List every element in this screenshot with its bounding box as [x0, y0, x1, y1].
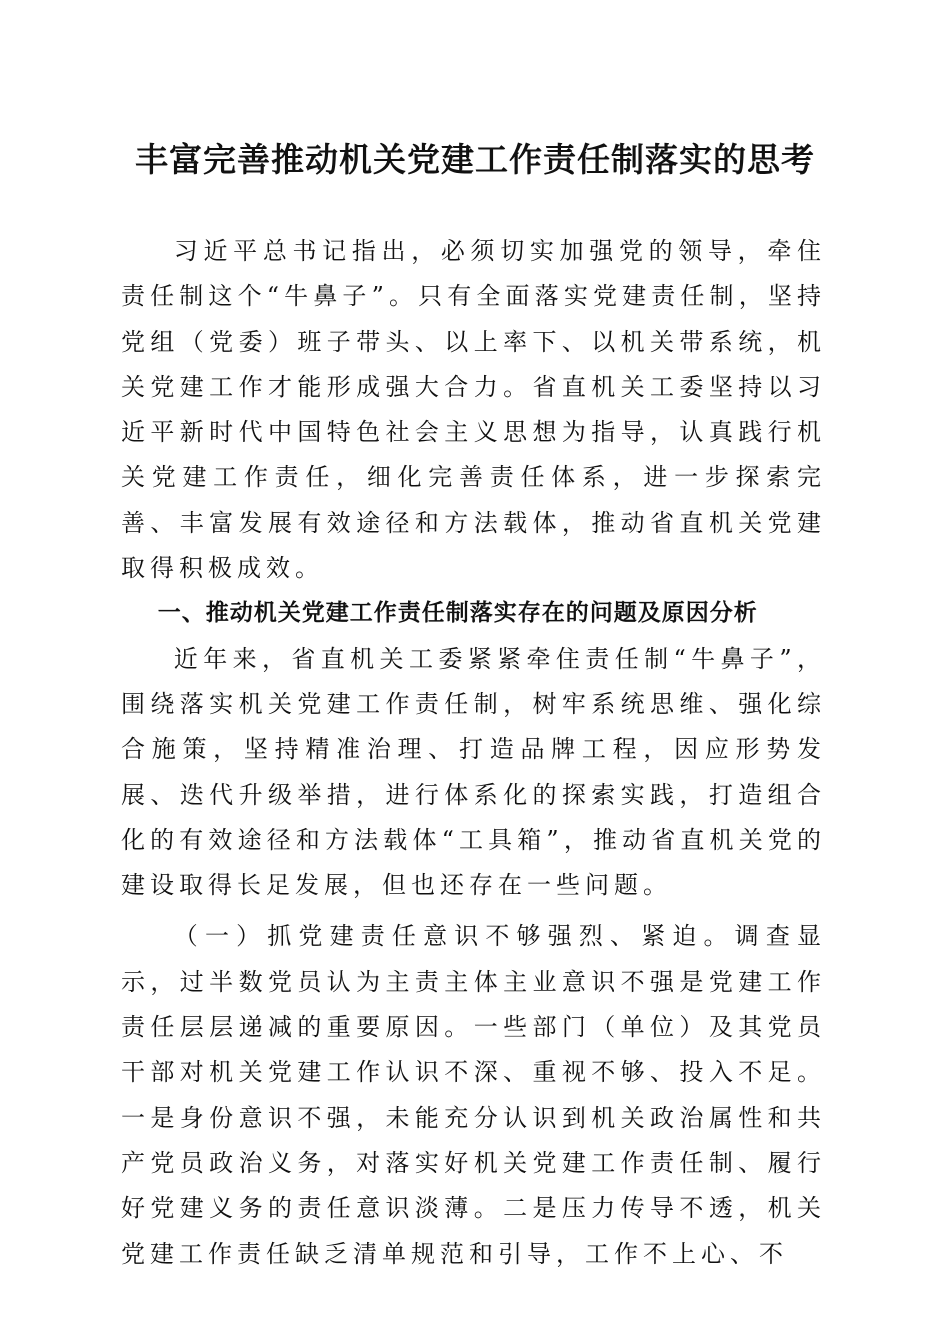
intro-paragraph: 习近平总书记指出，必须切实加强党的领导，牵住责任制这个“牛鼻子”。只有全面落实党建责任制，坚持党组（党委）班子带头、以上率下、以机关带系统，机关党建工作才能形成强大合力。省直机关工委坚持以习近平新时代中国特色社会主义思想为指导，认真践行机关党建工作责任，细化完善责任体系，进一步探索完善、丰富发展有效途径和方法载体，推动省直机关党建取得积极成效。 — [121, 237, 826, 583]
section-paragraph: （一）抓党建责任意识不够强烈、紧迫。调查显示，过半数党员认为主责主体主业意识不强是党建工作责任层层递减的重要原因。一些部门（单位）及其党员干部对机关党建工作认识不深、重视不够、投入不足。一是身份意识不强，未能充分认识到机关政治属性和共产党员政治义务，对落实好机关党建工作责任制、履行好党建义务的责任意识淡薄。二是压力传导不透，机关党建工作责任缺乏清单规范和引导，工作不上心、不 — [121, 922, 826, 1268]
section-paragraph: 近年来，省直机关工委紧紧牵住责任制“牛鼻子”，围绕落实机关党建工作责任制，树牢系统思维、强化综合施策，坚持精准治理、打造品牌工程，因应形势发展、迭代升级举措，进行体系化的探索实践，打造组合化的有效途径和方法载体“工具箱”，推动省直机关党的建设取得长足发展，但也还存在一些问题。 — [121, 644, 826, 900]
document-title: 丰富完善推动机关党建工作责任制落实的思考 — [135, 140, 815, 179]
section-heading: 一、推动机关党建工作责任制落实存在的问题及原因分析 — [157, 600, 758, 627]
document-body — [121, 229, 826, 1277]
